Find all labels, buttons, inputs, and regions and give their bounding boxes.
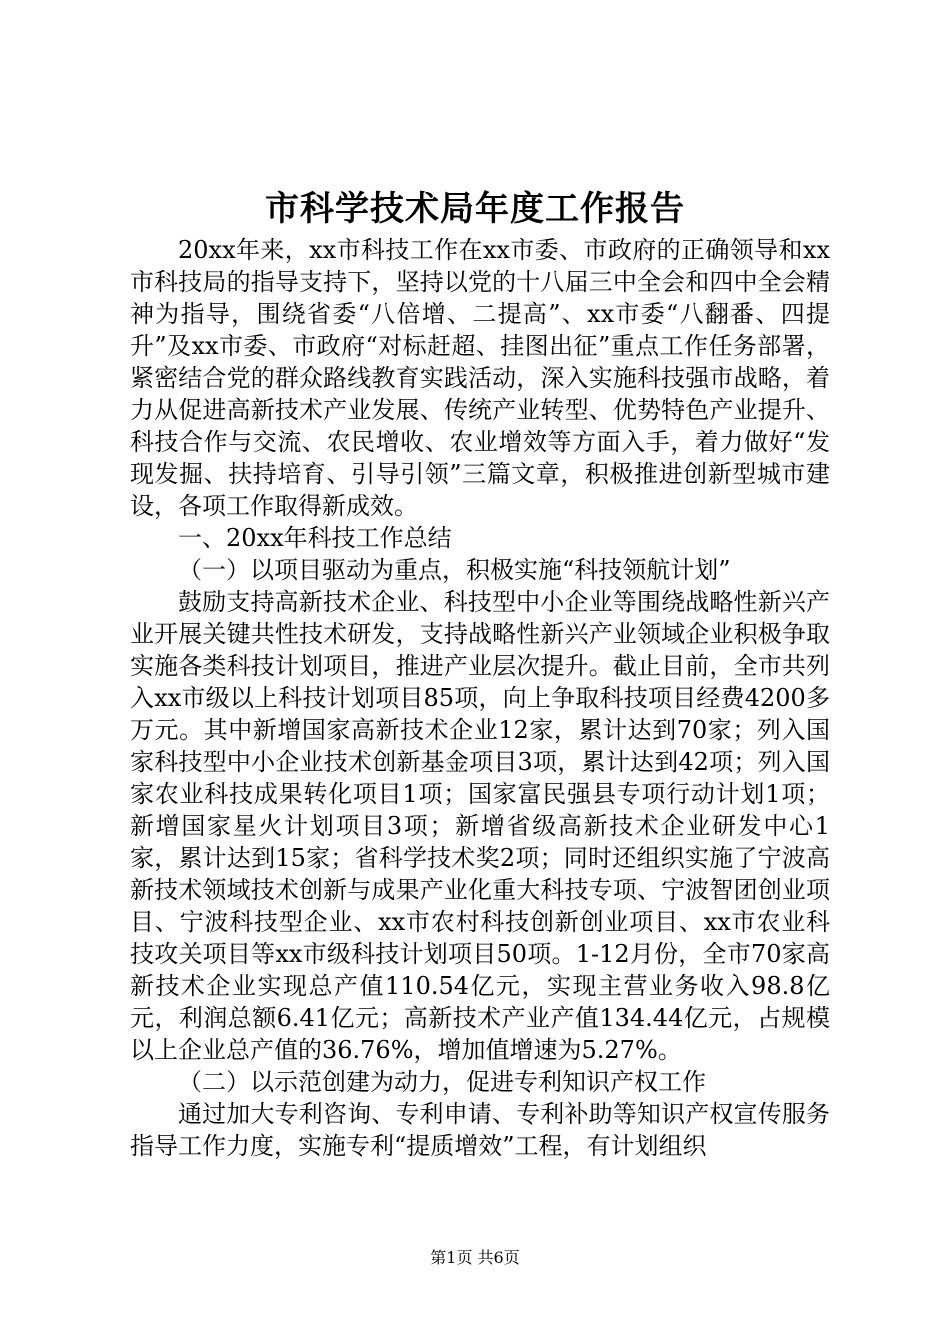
- intro-paragraph: 20xx年来，xx市科技工作在xx市委、市政府的正确领导和xx市科技局的指导支持下，坚持以党的十八届三中全会和四中全会精神为指导，围绕省委“八倍增、二提高”、xx市委“八翻番、四提升”及xx市委、市政府“对标赶超、挂图出征”重点工作任务部署，紧密结合党的群众路线教育实践活动，深入实施科技强市战略，着力从促进高新技术产业发展、传统产业转型、优势特色产业提升、科技合作与交流、农民增收、农业增效等方面入手，着力做好“发现发掘、扶持培育、引导引领”三篇文章，积极推进创新型城市建设，各项工作取得新成效。: [130, 236, 830, 520]
- subsection-heading-2: （二）以示范创建为动力，促进专利知识产权工作: [178, 1068, 706, 1096]
- body-paragraph-2: 通过加大专利咨询、专利申请、专利补助等知识产权宣传服务指导工作力度，实施专利“提质增效”工程，有计划组织: [130, 1100, 830, 1160]
- section-heading: 一、20xx年科技工作总结: [178, 524, 452, 552]
- page-footer: 第1页 共6页: [430, 1248, 520, 1267]
- body-paragraph-1: 鼓励支持高新技术企业、科技型中小企业等围绕战略性新兴产业开展关键共性技术研发，支持战略性新兴产业领域企业积极争取实施各类科技计划项目，推进产业层次提升。截止目前，全市共列入xx市级以上科技计划项目85项，向上争取科技项目经费4200多万元。其中新增国家高新技术企业12家，累计达到70家；列入国家科技型中小企业技术创新基金项目3项，累计达到42项；列入国家农业科技成果转化项目1项；国家富民强县专项行动计划1项；新增国家星火计划项目3项；新增省级高新技术企业研发中心1家，累计达到15家；省科学技术奖2项；同时还组织实施了宁波高新技术领域技术创新与成果产业化重大科技专项、宁波智团创业项目、宁波科技型企业、xx市农村科技创新创业项目、xx市农业科技攻关项目等xx市级科技计划项目50项。1-12月份，全市70家高新技术企业实现总产值110.54亿元，实现主营业务收入98.8亿元，利润总额6.41亿元；高新技术产业产值134.44亿元，占规模以上企业总产值的36.76%，增加值增速为5.27%。: [130, 588, 830, 1064]
- subsection-heading-1: （一）以项目驱动为重点，积极实施“科技领航计划”: [178, 556, 731, 584]
- document-title: 市科学技术局年度工作报告: [265, 189, 685, 229]
- document-body: [130, 234, 830, 1162]
